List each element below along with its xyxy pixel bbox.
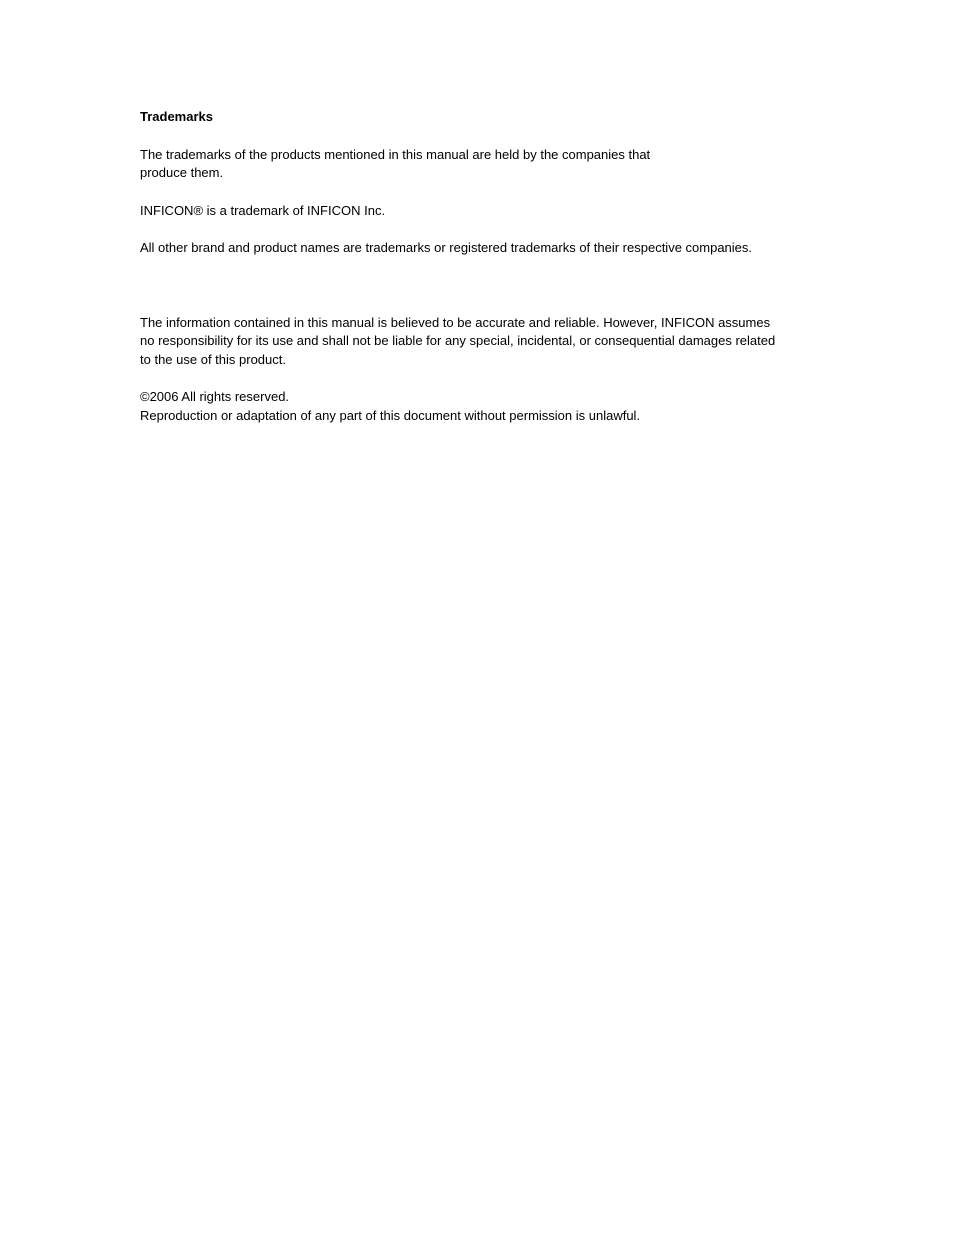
copyright-paragraph (140, 388, 830, 425)
other-brands-paragraph (140, 239, 830, 258)
paragraph-line: to the use of this product. (140, 351, 286, 367)
paragraph-line: ©2006 All rights reserved. (140, 389, 290, 404)
paragraph-line: The information contained in this manual is believed to be accurate and reliable. However, INFICON assumes (140, 314, 771, 330)
inficon-trademark-paragraph (140, 202, 830, 221)
paragraph-line: INFICON® is a trademark of INFICON Inc. (140, 202, 386, 218)
document-page (140, 108, 830, 444)
disclaimer-paragraph (140, 314, 830, 370)
paragraph-line: The trademarks of the products mentioned in this manual are held by the companies that (140, 146, 651, 162)
paragraph-line: All other brand and product names are trademarks or registered trademarks of their respective companies. (140, 240, 753, 255)
paragraph-line: Reproduction or adaptation of any part of this document without permission is unlawful. (140, 407, 641, 423)
trademarks-paragraph (140, 146, 830, 183)
trademarks-heading: Trademarks (140, 109, 213, 124)
paragraph-line: no responsibility for its use and shall not be liable for any special, incidental, or consequential damages related (140, 333, 776, 348)
paragraph-line: produce them. (140, 165, 224, 180)
